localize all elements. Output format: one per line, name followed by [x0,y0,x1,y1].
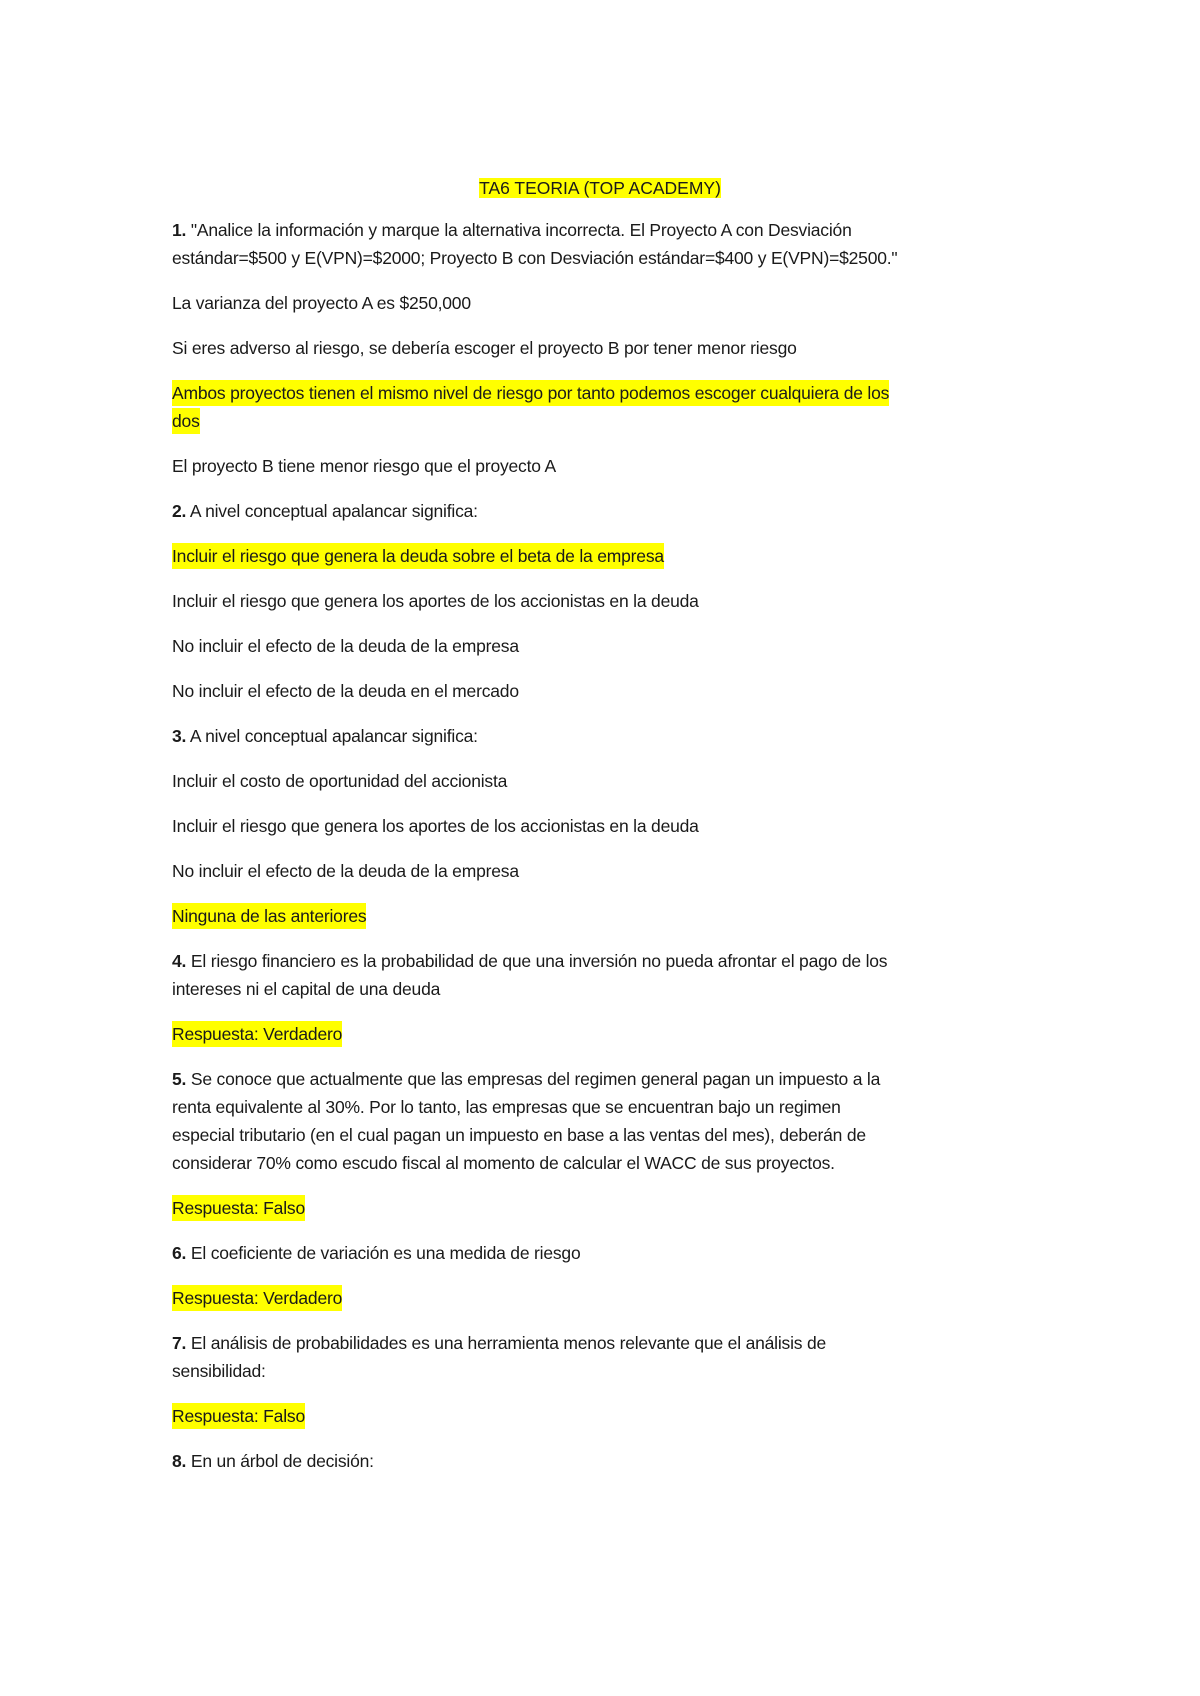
text-run: 3. A nivel conceptual apalancar significa: [172,726,478,746]
text-line [172,452,1172,480]
text-line [172,1194,1172,1222]
question-number: 8. [172,1451,187,1471]
text-run: 1. "Analice la información y marque la alternativa incorrecta. El Proyecto A con Desviación [172,220,852,240]
text-line [172,542,1172,570]
text-line [172,379,1172,407]
highlighted-answer [172,379,1172,435]
text-run: Incluir el riesgo que genera la deuda sobre el beta de la empresa [172,543,664,569]
text-run: renta equivalente al 30%. Por lo tanto, las empresas que se encuentran bajo un regimen [172,1097,841,1117]
text-run: Respuesta: Falso [172,1403,305,1429]
text-run: Ninguna de las anteriores [172,903,366,929]
text-line [172,216,1172,244]
text-line [172,857,1172,885]
text-line [172,334,1172,362]
text-line [172,677,1172,705]
text-line [172,1020,1172,1048]
highlighted-answer [172,902,1172,930]
paragraph [172,334,1172,362]
text-run: Ambos proyectos tienen el mismo nivel de riesgo por tanto podemos escoger cualquiera de los [172,380,889,406]
highlighted-answer [172,1402,1172,1430]
text-run: dos [172,408,200,434]
paragraph [172,947,1172,1003]
text-run: Respuesta: Verdadero [172,1285,342,1311]
text-run: 2. A nivel conceptual apalancar significa: [172,501,478,521]
text-line [172,632,1172,660]
text-run: La varianza del proyecto A es $250,000 [172,293,471,313]
text-line [172,1121,1172,1149]
text-run: Incluir el riesgo que genera los aportes de los accionistas en la deuda [172,816,699,836]
question-number: 7. [172,1333,187,1353]
paragraph [172,452,1172,480]
text-line [172,497,1172,525]
highlighted-answer [172,1194,1172,1222]
text-run: No incluir el efecto de la deuda de la empresa [172,861,519,881]
text-line [172,1239,1172,1267]
text-line [172,975,1172,1003]
question-number: 4. [172,951,187,971]
paragraph [172,497,1172,525]
question-number: 6. [172,1243,187,1263]
text-line [172,289,1172,317]
text-run: No incluir el efecto de la deuda en el mercado [172,681,519,701]
document-body [172,216,1172,1492]
text-line [172,902,1172,930]
text-line [172,1149,1172,1177]
question-number: 3. [172,726,187,746]
paragraph [172,1065,1172,1177]
text-line [172,587,1172,615]
text-run: intereses ni el capital de una deuda [172,979,441,999]
highlighted-answer [172,542,1172,570]
text-line [172,812,1172,840]
text-run: considerar 70% como escudo fiscal al momento de calcular el WACC de sus proyectos. [172,1153,835,1173]
text-line [172,244,1172,272]
text-run: 6. El coeficiente de variación es una medida de riesgo [172,1243,581,1263]
text-run: Si eres adverso al riesgo, se debería escoger el proyecto B por tener menor riesgo [172,338,797,358]
paragraph [172,677,1172,705]
question-number: 1. [172,220,187,240]
text-line [172,767,1172,795]
text-line [172,947,1172,975]
paragraph [172,1239,1172,1267]
text-line [172,1447,1172,1475]
text-line [172,1357,1172,1385]
text-run: El proyecto B tiene menor riesgo que el proyecto A [172,456,556,476]
text-run: 8. En un árbol de decisión: [172,1451,374,1471]
paragraph [172,1447,1172,1475]
text-line [172,1329,1172,1357]
paragraph [172,767,1172,795]
text-run: No incluir el efecto de la deuda de la empresa [172,636,519,656]
paragraph [172,289,1172,317]
question-number: 5. [172,1069,187,1089]
text-line [172,1093,1172,1121]
text-run: 5. Se conoce que actualmente que las empresas del regimen general pagan un impuesto a la [172,1069,881,1089]
document-title: TA6 TEORIA (TOP ACADEMY) [479,178,721,198]
paragraph [172,722,1172,750]
text-line [172,407,1172,435]
text-run: estándar=$500 y E(VPN)=$2000; Proyecto B con Desviación estándar=$400 y E(VPN)=$2500." [172,248,898,268]
highlighted-answer [172,1284,1172,1312]
paragraph [172,587,1172,615]
paragraph [172,857,1172,885]
text-run: 4. El riesgo financiero es la probabilidad de que una inversión no pueda afrontar el pago de los [172,951,888,971]
paragraph [172,632,1172,660]
text-run: sensibilidad: [172,1361,266,1381]
text-run: Incluir el costo de oportunidad del accionista [172,771,508,791]
highlighted-answer [172,1020,1172,1048]
text-line [172,1402,1172,1430]
text-run: Respuesta: Verdadero [172,1021,342,1047]
paragraph [172,1329,1172,1385]
paragraph [172,216,1172,272]
paragraph [172,812,1172,840]
text-line [172,1065,1172,1093]
text-run: Respuesta: Falso [172,1195,305,1221]
text-run: 7. El análisis de probabilidades es una herramienta menos relevante que el análisis de [172,1333,827,1353]
text-run: especial tributario (en el cual pagan un impuesto en base a las ventas del mes), deberán de [172,1125,866,1145]
text-run: Incluir el riesgo que genera los aportes de los accionistas en la deuda [172,591,699,611]
text-line [172,722,1172,750]
question-number: 2. [172,501,187,521]
text-line [172,1284,1172,1312]
